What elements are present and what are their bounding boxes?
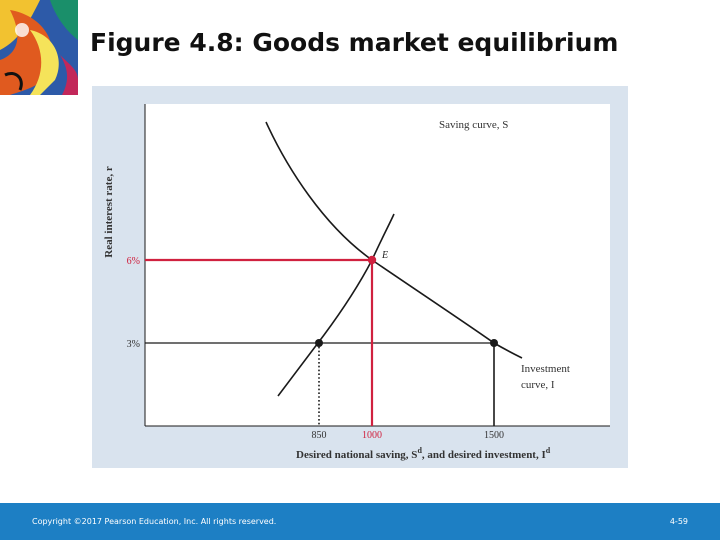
y-axis-label: Real interest rate, r: [103, 166, 115, 258]
saving-curve-label: Saving curve, S: [439, 119, 509, 131]
footer-bar: [0, 503, 720, 540]
goods-market-equilibrium-diagram: [92, 86, 628, 468]
corner-artwork: [0, 0, 78, 95]
investment-curve-label-line1: Investment: [521, 363, 570, 375]
plot-area: [145, 104, 610, 426]
equilibrium-label: E: [382, 250, 389, 261]
investment-point-1500: [490, 339, 498, 347]
equilibrium-point: [368, 256, 376, 264]
saving-point-850: [315, 339, 323, 347]
page-number: 4-59: [669, 517, 688, 526]
rate-3-tick-label: 3%: [126, 339, 140, 350]
rate-6-tick-label: 6%: [126, 256, 140, 267]
copyright-text: Copyright ©2017 Pearson Education, Inc. All rights reserved.: [32, 517, 277, 526]
x-tick-1500: 1500: [484, 430, 504, 441]
slide-title: Figure 4.8: Goods market equilibrium: [90, 28, 619, 57]
x-tick-1000: 1000: [362, 430, 382, 441]
investment-curve-label-line2: curve, I: [521, 379, 555, 391]
figure-panel: [92, 86, 628, 468]
x-axis-label: Desired national saving, $S^d$, and desired investment, $I^d$: [296, 446, 551, 461]
x-tick-850: 850: [311, 430, 327, 441]
